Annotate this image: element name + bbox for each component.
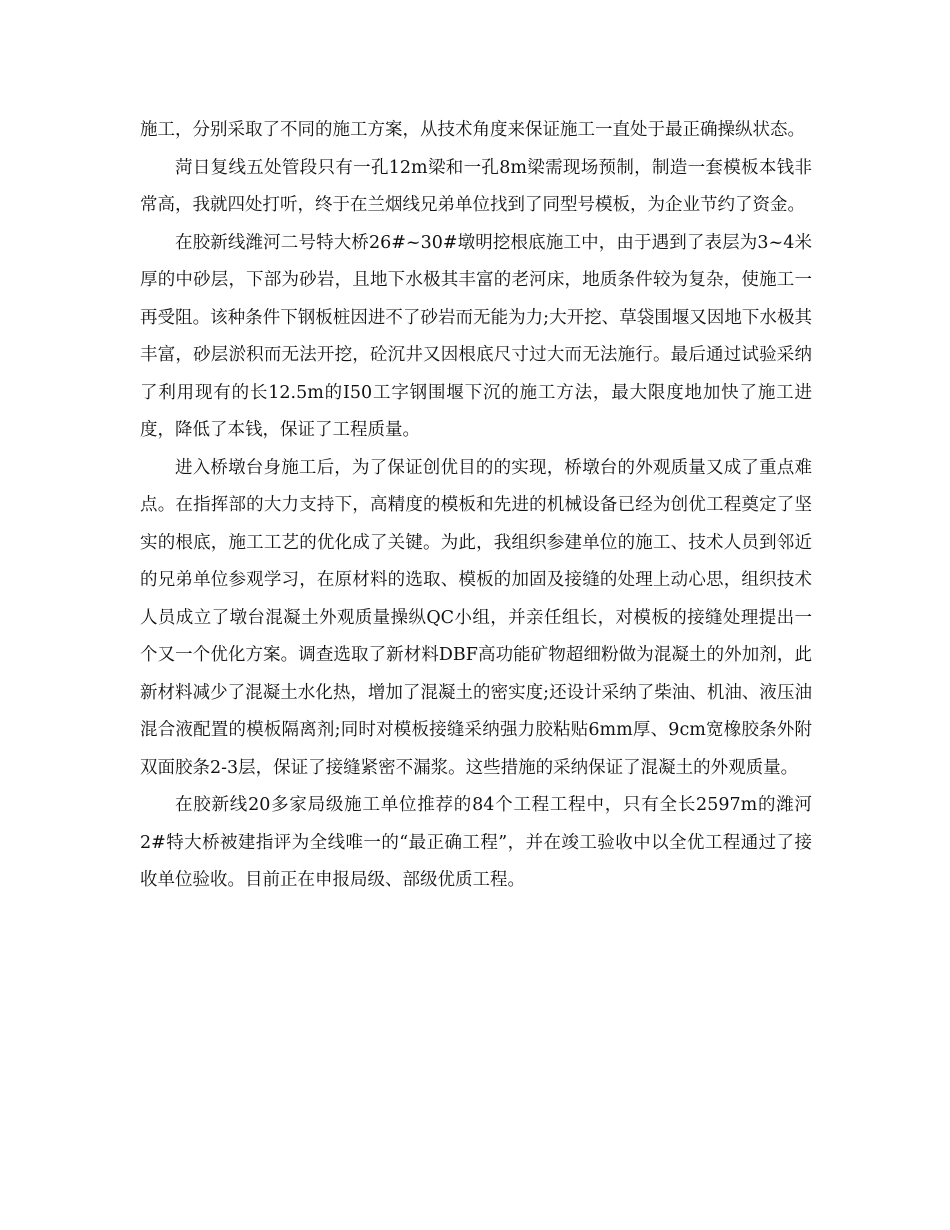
paragraph-foundation-construction: 在胶新线潍河二号特大桥26#~30#墩明挖根底施工中，由于遇到了表层为3~4米厚的中砂层，下部为砂岩，且地下水极其丰富的老河床，地质条件较为复杂，使施工一再受阻。该种条件下钢板桩因进不了砂岩而无能为力;大开挖、草袋围堰又因地下水极其丰富，砂层淤积而无法开挖，砼沉井又因根底尺寸过大而无法施行。最后通过试验采纳了利用现有的长12.5m的I50工字钢围堰下沉的施工方法，最大限度地加快了施工进度，降低了本钱，保证了工程质量。 bbox=[140, 232, 812, 440]
paragraph-continuation: 施工，分别采取了不同的施工方案，从技术角度来保证施工一直处于最正确操纵状态。 bbox=[140, 120, 805, 140]
paragraph-award: 在胶新线20多家局级施工单位推荐的84个工程工程中，只有全长2597m的潍河2#特大桥被建指评为全线唯一的“最正确工程”，并在竣工验收中以全优工程通过了接收单位验收。目前正在申报局级、部级优质工程。 bbox=[140, 795, 812, 890]
paragraph-template-purchase: 菏日复线五处管段只有一孔12m梁和一孔8m梁需现场预制，制造一套模板本钱非常高，我就四处打听，终于在兰烟线兄弟单位找到了同型号模板，为企业节约了资金。 bbox=[140, 157, 812, 215]
paragraph-pier-quality: 进入桥墩台身施工后，为了保证创优目的的实现，桥墩台的外观质量又成了重点难点。在指挥部的大力支持下，高精度的模板和先进的机械设备已经为创优工程奠定了坚实的根底，施工工艺的优化成了关键。为此，我组织参建单位的施工、技术人员到邻近的兄弟单位参观学习，在原材料的选取、模板的加固及接缝的处理上动心思，组织技术人员成立了墩台混凝土外观质量操纵QC小组，并亲任组长，对模板的接缝处理提出一个又一个优化方案。调查选取了新材料DBF高功能矿物超细粉做为混凝土的外加剂，此新材料减少了混凝土水化热，增加了混凝土的密实度;还设计采纳了柴油、机油、液压油混合液配置的模板隔离剂;同时对模板接缝采纳强力胶粘贴6mm厚、9cm宽橡胶条外附双面胶条2-3层，保证了接缝紧密不漏浆。这些措施的采纳保证了混凝土的外观质量。 bbox=[140, 457, 812, 778]
document-body bbox=[140, 112, 812, 900]
